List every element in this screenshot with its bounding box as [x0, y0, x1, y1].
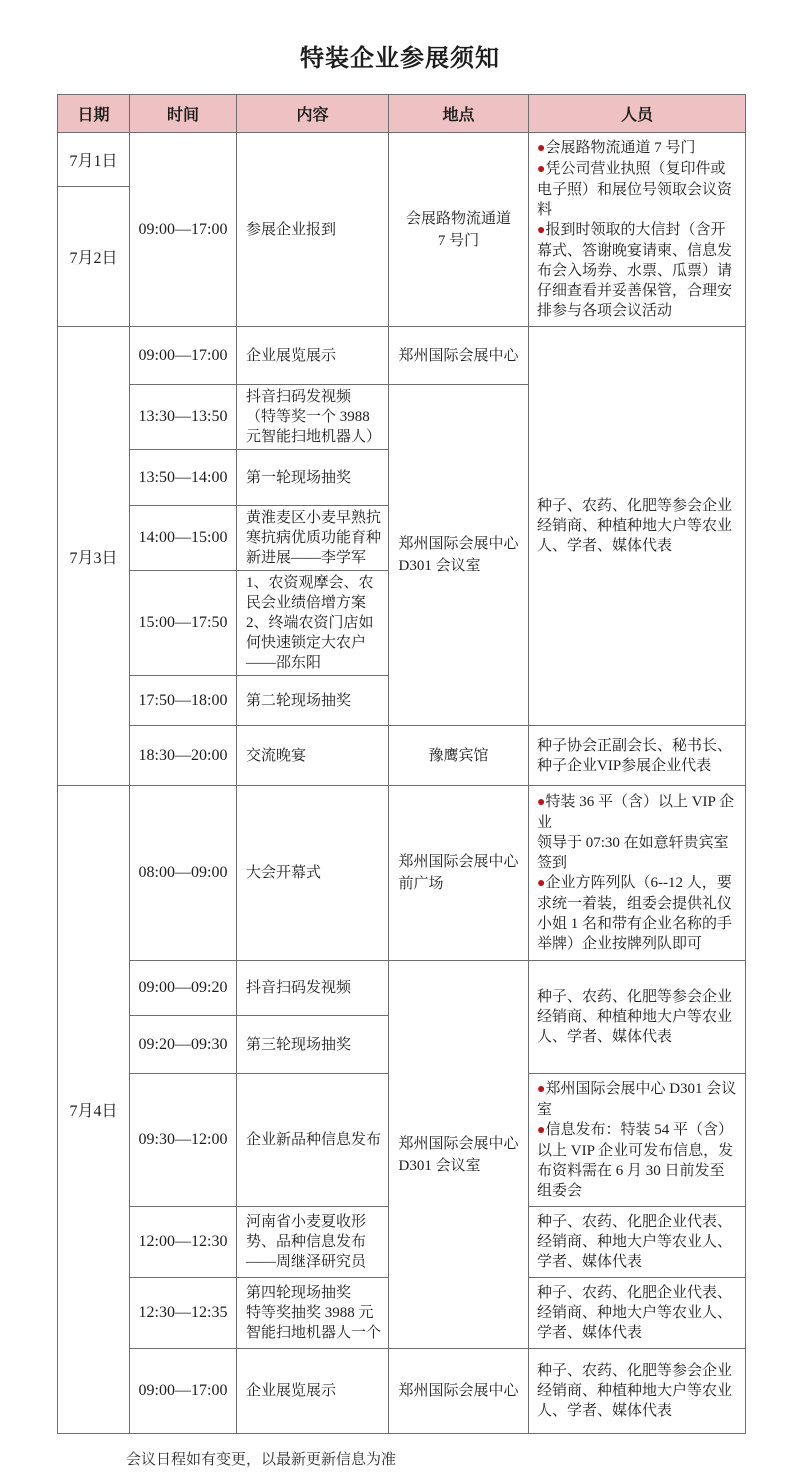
- content-line: 抖音扫码发视频: [246, 980, 352, 996]
- bullet-icon: ●: [537, 876, 546, 891]
- bullet-text: 会展路物流通道 7 号门: [545, 140, 696, 156]
- cell-date-jul2: 7月2日: [58, 186, 130, 326]
- location-line: 前广场: [398, 876, 444, 892]
- cell-personnel-info: [529, 1074, 746, 1207]
- col-header-personnel: 人员: [529, 95, 746, 133]
- cell-personnel-dinner: [529, 726, 746, 786]
- cell-content: [237, 786, 389, 961]
- col-header-content: 内容: [237, 95, 389, 133]
- cell-location-plaza: [389, 786, 529, 961]
- row-jul4-douyin: [58, 961, 746, 1016]
- location-line: 7 号门: [437, 232, 480, 249]
- bullet-text: 郑州国际会展中心 D301 会议室: [537, 1081, 737, 1118]
- cell-content: [237, 1074, 389, 1207]
- row-jul4-opening: [58, 786, 746, 961]
- content-line: 1、农资观摩会、农民会业绩倍增方案: [246, 575, 374, 611]
- location-line: D301 会议室: [398, 1157, 481, 1174]
- cell-content: [237, 1207, 389, 1278]
- bullet-item: [537, 1079, 739, 1120]
- bullet-icon: ●: [537, 223, 546, 238]
- location-block: [398, 851, 518, 895]
- content-line: 河南省小麦夏收形势、品种信息发布: [246, 1214, 367, 1250]
- cell-time: 18:30—20:00: [130, 726, 237, 786]
- bullet-icon: ●: [537, 141, 546, 156]
- cell-personnel-main: [529, 327, 746, 726]
- cell-content: [237, 571, 389, 676]
- content-line: 特等奖抽奖 3988 元智能扫地机器人一个: [246, 1305, 382, 1341]
- row-jul3-expo: [58, 327, 746, 385]
- bullet-text: 凭公司营业执照（复印件或电子照）和展位号领取会议资料: [537, 161, 733, 218]
- cell-personnel-expo: [529, 1349, 746, 1434]
- plain-item: [537, 833, 739, 873]
- cell-personnel-noon2: [529, 1278, 746, 1349]
- exhibition-notice-page: [0, 44, 800, 1470]
- cell-content-registration: 参展企业报到: [237, 133, 389, 327]
- cell-content: [237, 1349, 389, 1434]
- bullet-item: [537, 1120, 739, 1201]
- location-line: D301 会议室: [398, 558, 481, 574]
- bullet-text: 企业方阵列队（6--12 人，要求统一着装，组委会提供礼仪小姐 1 名和带有企业名称的手举牌）企业按牌列队即可: [537, 875, 733, 952]
- bullet-item: [537, 159, 739, 220]
- bullet-icon: ●: [537, 162, 546, 177]
- cell-content: [237, 1016, 389, 1074]
- page-title: 特装企业参展须知: [300, 46, 500, 72]
- bullet-item: [537, 873, 739, 954]
- col-header-location: 地点: [389, 95, 529, 133]
- cell-time-registration: 09:00—17:00: [130, 133, 237, 327]
- cell-content: [237, 1278, 389, 1349]
- location-block: [398, 1133, 518, 1177]
- content-line: 企业展览展示: [246, 1383, 337, 1399]
- location-line: 郑州国际会展中心: [398, 536, 519, 552]
- cell-content: [237, 385, 389, 450]
- cell-location-hall: 郑州国际会展中心: [389, 1349, 529, 1434]
- bullet-item: [537, 792, 739, 833]
- plain-text: 领导于 07:30 在如意轩贵宾室签到: [537, 835, 729, 871]
- cell-time: 15:00—17:50: [130, 571, 237, 676]
- row-jul3-dinner: [58, 726, 746, 786]
- col-header-time: 时间: [130, 95, 237, 133]
- cell-personnel-registration: [529, 133, 746, 327]
- cell-time: 09:30—12:00: [130, 1074, 237, 1207]
- cell-personnel-morning: [529, 961, 746, 1074]
- cell-content: [237, 961, 389, 1016]
- content-line: 黄淮麦区小麦早熟抗寒抗病优质功能育种新进展——李学军: [246, 510, 382, 566]
- cell-personnel-noon1: [529, 1207, 746, 1278]
- personnel-text: 种子、农药、化肥等参会企业经销商、种植种地大户等农业人、学者、媒体代表: [537, 989, 733, 1045]
- cell-time: 09:20—09:30: [130, 1016, 237, 1074]
- content-line: 第一轮现场抽奖: [246, 469, 352, 486]
- cell-time: 09:00—17:00: [130, 1349, 237, 1434]
- row-jul1: [58, 133, 746, 187]
- cell-time: 12:30—12:35: [130, 1278, 237, 1349]
- personnel-text: 种子、农药、化肥等参会企业经销商、种植种地大户等农业人、学者、媒体代表: [537, 1363, 733, 1419]
- cell-date-jul1: 7月1日: [58, 133, 130, 187]
- header-row: [58, 95, 746, 133]
- content-line: ——周继泽研究员: [246, 1254, 367, 1270]
- bullet-icon: ●: [537, 795, 546, 810]
- cell-content: [237, 726, 389, 786]
- content-line: 第二轮现场抽奖: [246, 692, 352, 709]
- bullet-icon: ●: [537, 1082, 546, 1097]
- cell-time: 13:50—14:00: [130, 450, 237, 506]
- col-header-date: 日期: [58, 95, 130, 133]
- cell-content: [237, 327, 389, 385]
- location-line: 郑州国际会展中心: [398, 1135, 519, 1152]
- location-block: [398, 533, 518, 577]
- content-line: 第三轮现场抽奖: [246, 1036, 352, 1053]
- content-line: 企业展览展示: [246, 347, 337, 364]
- content-line: 2、终端农资门店如何快速锁定大农户: [246, 615, 374, 651]
- content-line: （特等奖一个 3988 元智能扫地机器人）: [246, 409, 382, 445]
- location-line: 会展路物流通道: [405, 210, 511, 227]
- schedule-table: [57, 94, 746, 1434]
- cell-time: 08:00—09:00: [130, 786, 237, 961]
- bullet-text: 报到时领取的大信封（含开幕式、答谢晚宴请柬、信息发布会入场券、水票、瓜票）请仔细查看并妥善保管，合理安排参与各项会议活动: [537, 222, 733, 319]
- content-line: 交流晚宴: [246, 747, 307, 764]
- cell-time: 09:00—17:00: [130, 327, 237, 385]
- bullet-item: [537, 138, 739, 159]
- footer-note: 会议日程如有变更，以最新更新信息为准: [126, 1452, 397, 1468]
- bullet-text: 信息发布：特装 54 平（含）以上 VIP 企业可发布信息，发布资料需在 6 月 30 日前发至组委会: [537, 1122, 734, 1199]
- cell-content: [237, 676, 389, 726]
- content-line: 大会开幕式: [246, 865, 322, 881]
- bullet-text: 特装 36 平（含）以上 VIP 企业: [537, 794, 735, 831]
- personnel-text: 种子协会正副会长、秘书长、种子企业VIP参展企业代表: [537, 737, 733, 774]
- content-line: 企业新品种信息发布: [246, 1132, 382, 1148]
- cell-time: 09:00—09:20: [130, 961, 237, 1016]
- row-jul4-expo: [58, 1349, 746, 1434]
- cell-time: 12:00—12:30: [130, 1207, 237, 1278]
- bullet-item: [537, 220, 739, 321]
- cell-content: [237, 506, 389, 571]
- cell-date-jul4: 7月4日: [58, 786, 130, 1434]
- cell-location-d301: [389, 961, 529, 1349]
- cell-location-registration: [389, 133, 529, 327]
- location-line: 郑州国际会展中心: [398, 854, 519, 870]
- cell-location-d301: [389, 385, 529, 726]
- cell-date-jul3: 7月3日: [58, 327, 130, 786]
- content-line: 第四轮现场抽奖: [246, 1285, 352, 1301]
- cell-personnel-opening: [529, 786, 746, 961]
- cell-location-dinner: 豫鹰宾馆: [389, 726, 529, 786]
- content-line: 抖音扫码发视频: [246, 389, 352, 405]
- personnel-text: 种子、农药、化肥等参会企业经销商、种植种地大户等农业人、学者、媒体代表: [537, 498, 733, 554]
- personnel-text: 种子、农药、化肥企业代表、经销商、种地大户等农业人、学者、媒体代表: [537, 1214, 733, 1270]
- bullet-icon: ●: [537, 1123, 546, 1138]
- cell-time: 13:30—13:50: [130, 385, 237, 450]
- cell-content: [237, 450, 389, 506]
- personnel-text: 种子、农药、化肥企业代表、经销商、种地大户等农业人、学者、媒体代表: [537, 1285, 733, 1341]
- cell-time: 14:00—15:00: [130, 506, 237, 571]
- cell-location-hall: 郑州国际会展中心: [389, 327, 529, 385]
- cell-time: 17:50—18:00: [130, 676, 237, 726]
- content-line: ——邵东阳: [246, 655, 322, 671]
